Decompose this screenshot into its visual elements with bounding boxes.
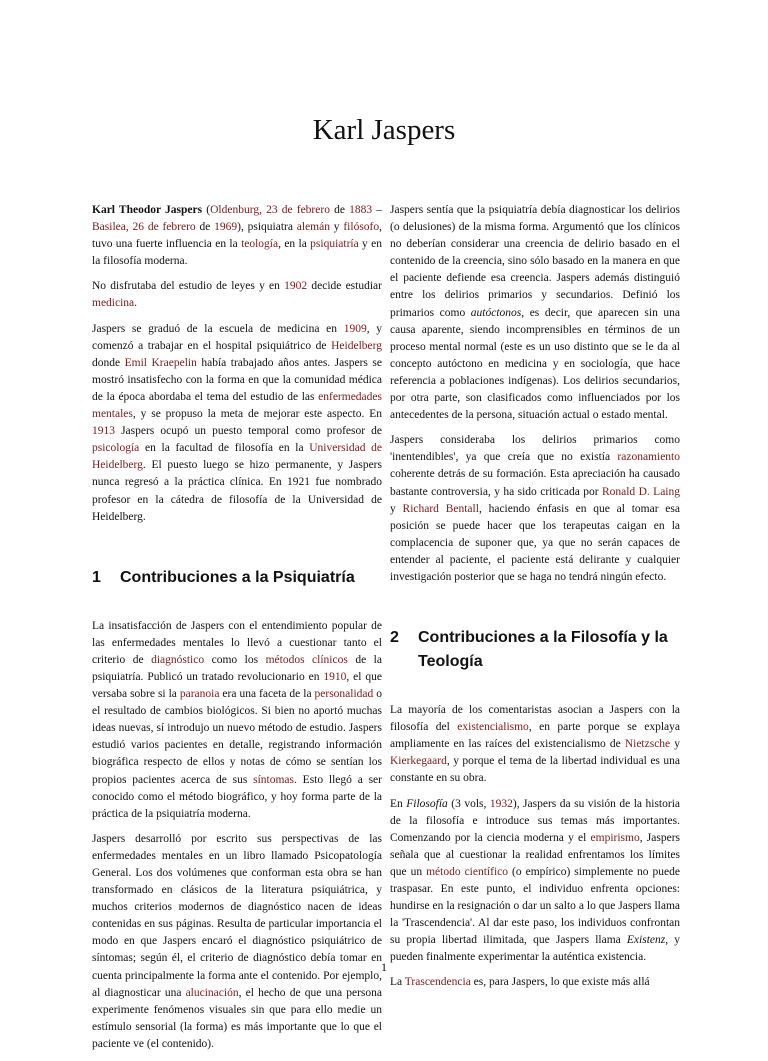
text: Jaspers desarrolló por escrito sus perspectivas de las enfermedades mentales en un libro llamado Psicopatología General. Los dos volúmenes que conforman esta obra se han transformado en clásicos de la literatura psiquiátrica, y muchos criterios modernos de diagnóstico nacen de ideas contenidas en sus páginas. Resulta de particular importancia el modo en que Jaspers encaró el diagnóstico psiquiátrico de síntomas; según él, el criterio de diagnóstico debía tomar en cuenta principalmente la forma ante el contenido. Por ejemplo, al diagnosticar una [92,832,382,999]
link-oldenburg[interactable]: Oldenburg, 23 de febrero [210,204,330,216]
text: – [372,204,383,216]
link-kierkegaard[interactable]: Kierkegaard [390,755,447,768]
emphasis: Filosofía [406,797,448,810]
section-2-paragraph-3 [390,974,680,991]
link-richard-bentall[interactable]: Richard Bentall [402,502,479,515]
link-enfermedades-mentales[interactable]: enfermedades mentales [92,390,382,421]
text: donde [92,356,125,369]
section-number: 2 [390,629,399,647]
text: ), psiquiatra [237,221,297,234]
section-2-paragraph-1 [390,702,680,787]
text: o el resultado de cambios biológicos. Si bien no aportó muchas ideas nuevas, sí introdujo un nuevo método de estudio. Jaspers estudió varios pacientes en detalle, registrando información biográfica respecto de ellos y notas de cómo se sentían los propios pacientes acerca de sus [92,688,382,786]
text: , haciendo énfasis en que al tomar esa posición se puede hacer que los terapeutas caigan en la complacencia de suponer que, ya que no serán capaces de entender al paciente, el paciente está delirante y cualquier investigación posterior que se haga no tendrá ningún efecto. [390,502,680,583]
section-1-paragraph-4 [390,432,680,586]
section-1-paragraph-2 [92,831,382,1053]
section-title: Contribuciones a la Psiquiatría [120,568,355,586]
text: La mayoría de los comentaristas asocian a Jaspers con la filosofía del [390,704,680,734]
text: y [329,221,344,234]
section-1-heading [92,566,382,590]
link-1909[interactable]: 1909 [343,322,367,335]
text: . Esto llegó a ser conocido como el método biográfico, y hoy forma parte de la práctica de la psiquiatría moderna. [92,773,382,820]
text: y [390,502,403,515]
text: de [329,204,350,216]
link-1902[interactable]: 1902 [284,280,308,293]
text: en la facultad de filosofía en la [139,442,310,455]
intro-paragraph-3 [92,321,382,526]
link-emil-kraepelin[interactable]: Emil Kraepelin [124,356,197,369]
link-1883[interactable]: 1883 [349,204,373,216]
link-1910[interactable]: 1910 [323,670,347,683]
link-psiquiatria[interactable]: psiquiatría [310,238,359,251]
left-column [92,202,382,1061]
text: Jaspers se graduó de la escuela de medicina en [92,322,344,335]
link-empirismo[interactable]: empirismo [590,831,640,844]
text: En [390,797,407,810]
section-1-paragraph-3 [390,202,680,424]
emphasis: autóctonos [470,306,522,319]
text: ( [202,204,211,216]
link-trascendencia[interactable]: Trascendencia [404,976,471,989]
text: , en parte porque se explaya ampliamente en las raíces del existencialismo de [390,721,681,751]
intro-paragraph-1 [92,202,382,270]
text: Jaspers sentía que la psiquiatría debía diagnosticar los delirios (o delusiones) de la misma forma. Argumentó que los clínicos no deberían considerar una creencia de delirio basado en el contenido de la creencia, sino sólo basado en la manera en que el paciente defiende esa creencia. Jaspers además distinguió entre los delirios primarios y secundarios. Definió los primarios como [390,204,680,319]
text: Jaspers ocupó un puesto temporal como profesor de [115,425,382,438]
link-paranoia[interactable]: paranoia [179,688,220,701]
section-title: Contribuciones a la Filosofía y la Teología [418,629,668,671]
link-teologia[interactable]: teología [241,238,279,251]
link-razonamiento[interactable]: razonamiento [617,451,680,464]
text: , el hecho de que una persona experimente fenómenos visuales sin que para ello medie un estímulo sensorial (la forma) es más importante que lo que el paciente ve (el contenido). [92,986,382,1050]
text: era una faceta de la [219,688,315,701]
text: ), Jaspers da su visión de la historia de la filosofía e introduce sus temas más importantes. Comenzando por la ciencia moderna y el [390,797,681,844]
text: , es decir, que aparecen sin una causa aparente, siendo incomprensibles en términos de un proceso mental normal (este es un uso distinto que se le da al concepto autóctono en medicina y en sociología, que hace referencia a poblaciones indígenas). Los delirios secundarios, por otra parte, son clasificados como influenciados por los antecedentes de la persona, situación actual o estado mental. [390,306,680,422]
link-alucinacion[interactable]: alucinación [185,986,239,999]
subject-name: Karl Theodor Jaspers [92,204,203,216]
section-1-paragraph-1 [92,618,382,823]
link-sintomas[interactable]: síntomas [253,773,295,786]
link-medicina[interactable]: medicina [92,297,135,310]
text: , y se propuso la meta de mejorar este aspecto. En [132,408,382,421]
text: Jaspers consideraba los delirios primarios como 'inentendibles', ya que creía que no existía [390,434,680,464]
text: . [134,297,138,310]
text: . El puesto luego se hizo permanente, y Jaspers nunca regresó a la práctica clínica. En 1921 fue nombrado profesor en la cátedra de filosofía de la Universidad de Heidelberg. [92,459,382,523]
link-aleman[interactable]: alemán [296,221,330,234]
text: , tuvo una fuerte influencia en la [92,221,382,251]
text: , y comenzó a trabajar en el hospital psiquiátrico de [92,322,383,352]
link-diagnostico[interactable]: diagnóstico [151,653,205,666]
text: , y pueden finalmente experimentar la auténtica existencia. [390,934,681,964]
link-personalidad[interactable]: personalidad [314,688,374,701]
text: , en la [278,238,311,251]
page-number: 1 [381,960,387,974]
text: , el que versaba sobre si la [92,670,382,701]
right-column [390,202,680,1000]
text: (3 vols, [447,797,490,810]
link-metodo-cientifico[interactable]: método científico [426,865,509,878]
link-universidad-heidelberg[interactable]: Universidad de Heidelberg [92,442,382,472]
text: , y porque el tema de la libertad individual es una constante en su obra. [390,755,680,785]
emphasis: Existenz [626,934,666,947]
link-psicologia[interactable]: psicología [92,442,140,455]
intro-paragraph-2 [92,278,382,312]
text: como los [204,653,266,666]
link-1932[interactable]: 1932 [489,797,513,810]
text: decide estudiar [307,280,382,293]
text: es, para Jaspers, lo que existe más allá [470,976,650,989]
link-filosofo[interactable]: filósofo [343,221,380,234]
text: había trabajado años antes. Jaspers se mostró insatisfecho con la forma en que la comunidad médica de la época abordaba el tema del estudio de las [92,356,382,403]
text: La [390,976,405,989]
link-metodos-clinicos[interactable]: métodos clínicos [265,653,348,666]
link-1913[interactable]: 1913 [92,425,115,438]
link-existencialismo[interactable]: existencialismo [457,721,529,734]
link-1969[interactable]: 1969 [214,221,238,234]
text: (o empírico) simplemente no puede traspasar. En este punto, el individuo enfrenta opciones: hundirse en la resignación o dar un salto a lo que Jaspers llama la 'Trascendencia'. Al dar este paso, los individuos confrontan su propia libertad ilimitada, que Jaspers llama [390,865,680,947]
article-title: Karl Jaspers [312,114,456,146]
link-ronald-laing[interactable]: Ronald D. Laing [601,485,680,498]
text: de la psiquiatría. Publicó un tratado revolucionario en [92,653,382,683]
section-2-heading [390,626,680,674]
text: , Jaspers señala que al cuestionar la realidad enfrentamos los límites que un [390,831,681,878]
link-heidelberg[interactable]: Heidelberg [331,339,382,352]
link-basilea[interactable]: Basilea, 26 de febrero [92,221,196,234]
text: de [195,221,215,234]
text: y [670,738,680,751]
text: y en la filosofía moderna. [92,238,383,268]
section-2-paragraph-2 [390,796,680,967]
text: coherente detrás de su formación. Esta apreciación ha causado bastante controversia, y ha sido criticada por [390,468,680,498]
text: La insatisfacción de Jaspers con el entendimiento popular de las enfermedades mentales lo llevó a cuestionar tanto el criterio de [92,619,382,666]
text: No disfrutaba del estudio de leyes y en [92,280,285,293]
section-number: 1 [92,568,101,586]
link-nietzsche[interactable]: Nietzsche [624,738,671,751]
